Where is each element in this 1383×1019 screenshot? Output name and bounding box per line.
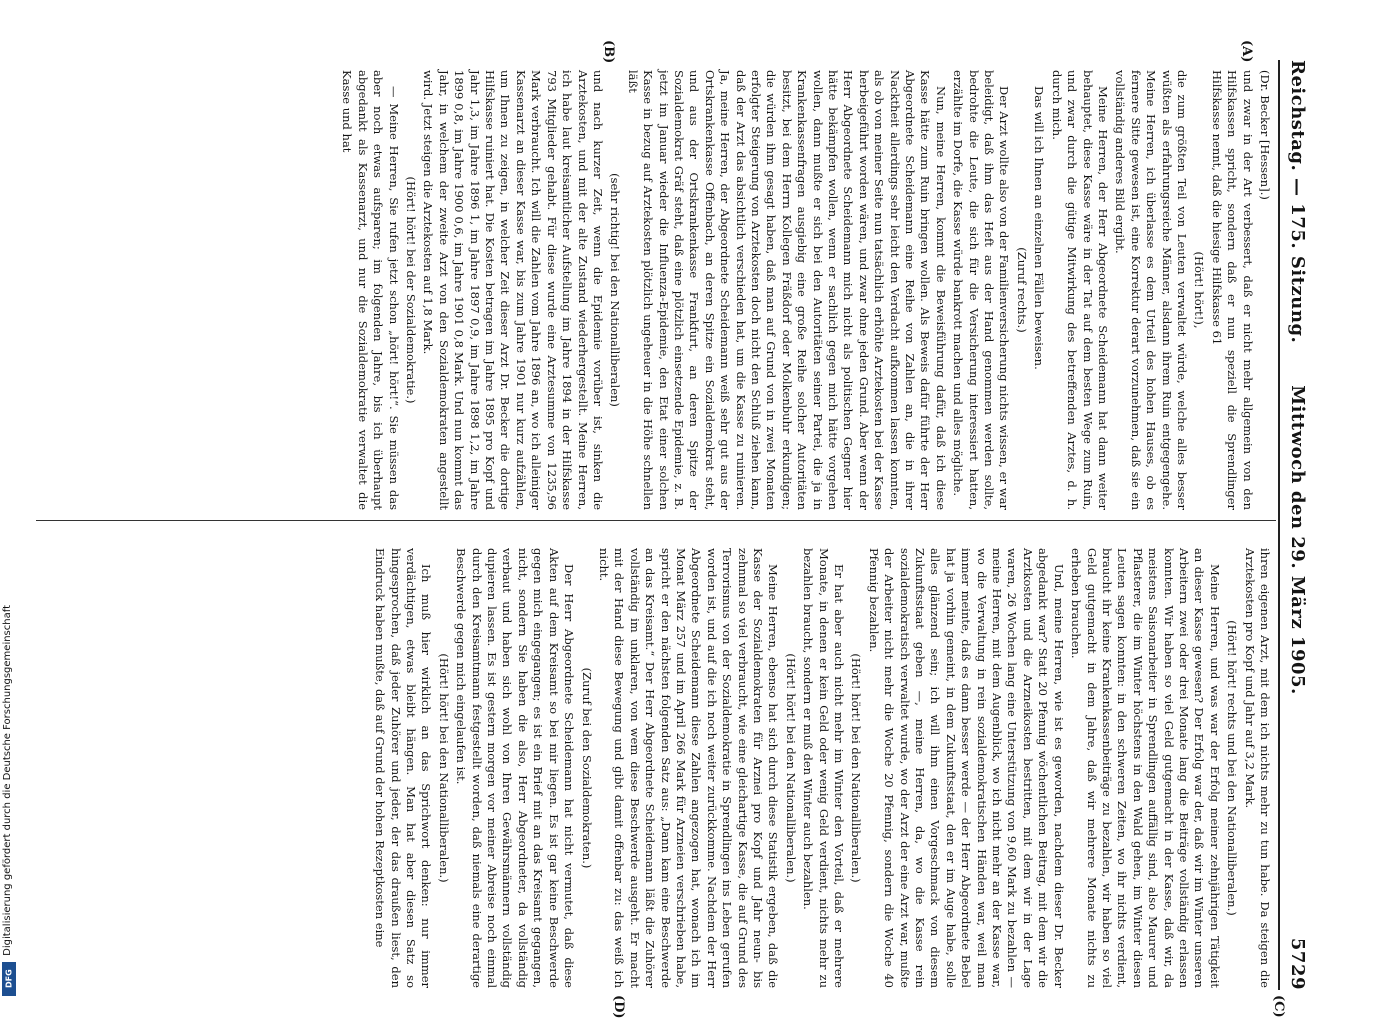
margin-marker-a: (A) (1239, 40, 1254, 63)
paragraph: Ich muß hier wirklich an das Sprichwort denken: nur immer verdächtigen, etwas bleibt hängen. Man hat aber diesen Satz so hingesprochen, daß jeder Zuhörer und jeder, der das draußen liest, den Eindruck haben mußte, daß auf Grund der hohen Rezeptkosten eine (373, 548, 434, 988)
interjection: (Hört! hört! bei den Nationalliberalen.) (436, 653, 451, 883)
paragraph: Meine Herren, ebenso hat sich durch diese Statistik ergeben, daß die Kasse der Sozialdemokraten für Arznei pro Kopf und Jahr neun- bis zehnmal so viel verbraucht, wie eine gleichartige Kasse, die auf Grund des Terrorismus von der Sozialdemokratie in Sprendlingen ins Leben gerufen worden ist, und auf die ich noch weiter zurückkomme. Nachdem der Herr Abgeordnete Scheidemann diese Zahlen angezogen hat, wonach ich im Monat März 257 und im April 266 Mark für Arzneien verschrieben habe, spricht er den nächsten folgenden Satz aus: „Dann kam eine Beschwerde an das Kreisamt.“ Der Herr Abgeordnete Scheidemann läßt die Zuhörer vollständig im unklaren, von wem diese Beschwerde ausgeht. Er macht mit der Hand diese Bewegung und gibt damit offenbar zu: das weiß ich nicht. (596, 548, 781, 988)
paragraph: Der Arzt wollte also von der Familienversicherung nichts wissen, er war beleidigt, daß ihm das Heft aus der Hand genommen werden sollte, bedrohte die Leute, die sich für die Versicherung interessiert hatten, erzählte im Dorfe, die Kasse würde bankrott machen und alles mögliche. (951, 70, 1012, 510)
paragraph: Meine Herren, der Herr Abgeordnete Scheidemann hat dann weiter behauptet, diese Kasse wäre in der Tat auf dem besten Wege zum Ruin, und zwar durch die gütige Mitwirkung des betreffenden Arztes, d. h. durch mich. (1049, 70, 1110, 510)
paragraph: Nun, meine Herren, kommt die Beweisführung dafür, daß ich diese Kasse hätte zum Ruin bringen wollen. Als Beweis dafür führte der Herr Abgeordnete Scheidemann eine Reihe von Zahlen an, die in ihrer Nacktheit allerdings sehr leicht den Verdacht aufkommen lassen konnten, als ob von meiner Seite nun tatsächlich erhöhte Arztekosten bei der Kasse herbeigeführt worden wären, und zwar ohne jeden Grund. Aber wenn der Herr Abgeordnete Scheidemann mich nicht als politischen Gegner hier hätte bekämpfen wollen, wenn er sachlich gegen mich hätte vorgehen wollen, dann mußte er sich bei den Autoritäten seiner Partei, die ja in Krankenkassenfragen ausgiebig eine große Reihe solcher Autoritäten besitzt, bei dem Herrn Kollegen Fräßdorf oder Molkenbuhr erkundigen; die würden ihm gesagt haben, daß man auf Grund von in zwei Monaten erfolgter Steigerung von Arztekosten doch nicht den Schluß ziehen kann, daß der Arzt das absichtlich verschieden hat, um die Kasse zu ruinieren. Ja, meine Herren, der Abgeordnete Scheidemann weiß sehr gut aus der Ortskrankenkasse Offenbach, an deren Spitze ein Sozialdemokrat steht, und aus der Ortskrankenkasse Frankfurt, an deren Spitze der Sozialdemokrat Gräf steht, daß eine plötzlich einsetzende Epidemie, z. B. jetzt im Januar wieder die Influenza-Epidemie, den Etat einer solchen Kasse in bezug auf Arztekosten plötzlich ungeheuer in die Höhe schnellen läßt (625, 70, 948, 510)
column-divider (36, 520, 1276, 521)
speaker-attribution: (Dr. Becker [Hessen].) (1258, 70, 1272, 200)
interjection: (Hört! hört! bei den Nationalliberalen.) (849, 653, 864, 883)
page-number: 5729 (1287, 937, 1308, 990)
interjection: (Hört! hört! rechts und bei den Nationalliberalen.) (1225, 620, 1240, 916)
interjection: (Hört! hört! bei der Sozialdemokratie.) (404, 176, 419, 404)
digitization-credit (2, 11, 16, 996)
interjection: (sehr richtig! bei den Nationalliberalen) (608, 173, 623, 407)
page-header (1282, 60, 1308, 990)
margin-marker-d: (D) (611, 995, 626, 1019)
header-rule (1278, 60, 1280, 990)
paragraph: und nach kurzer Zeit, wenn die Epidemie vorüber ist, sinken die Arztekosten, und mit der alte Zustand wiederhergestellt. Meine Herren, ich habe laut kreisamtlicher Aufstellung im Jahre 1894 in der Hilfskasse 793 Mitglieder gehabt. Für diese wurde eine Arztesumme von 1235,96 Mark verbraucht. Ich will die Zahlen vom Jahre 1896 an, wo ich alleiniger Kassenarzt an dieser Kasse war, bis zum Jahre 1901 nur kurz aufzählen, um Ihnen zu zeigen, in welcher Zeit dieser Arzt Dr. Becker die dortige Hilfskasse ruiniert hat. Die Kosten betragen im Jahre 1895 pro Kopf und Jahr 1,3, im Jahre 1896 1, im Jahre 1897 0,9, im Jahre 1898 1,2, im Jahre 1899 0,8, im Jahre 1900 0,6, im Jahre 1901 0,8 Mark. Und nun kommt das Jahr, in welchem der zweite Arzt von den Sozialdemokraten angestellt wird. Jetzt steigen die Arztekosten auf 1,8 Mark. (421, 70, 605, 510)
paragraph: und zwar in der Art verbessert, daß er nicht mehr allgemein von den Hilfskassen spricht, sondern daß er nun speziell die Sprendlinger Hilfskasse nennt, daß die hiesige Hilfskasse 61 (1209, 70, 1255, 510)
header-left: Reichstag. — 175. Sitzung. (1287, 60, 1308, 344)
digitization-credit-text: Digitalisierung gefördert durch die Deutsche Forschungsgemeinschaft (2, 605, 13, 956)
paragraph: die zum größten Teil von Leuten verwaltet würde, welche alles besser wüßten als erfahrungsreiche Männer, alsdann ihrem Ruin entgegengehe. Meine Herren, ich überlasse es dem Urteil des hohen Hauses, ob es fernere Sitte gewesen ist, eine Korrektur derart vorzunehmen, daß sie ein vollständig anderes Bild ergibt. (1113, 70, 1189, 510)
paragraph: Das will ich Ihnen an einzelnen Fällen beweisen. (1032, 86, 1047, 370)
paragraph: Und, meine Herren, wie ist es geworden, nachdem dieser Dr. Becker abgedankt war? Statt 20 Pfennig wöchentlichen Beitrag, mit dem wir die Arztkosten und die Arzneikosten bestritten, mit dem wir in der Lage waren, 26 Wochen lang eine Unterstützung von 9,60 Mark zu bezahlen — meine Herren, mit dem Augenblick, wo ich nicht mehr an der Kasse war, wo die Verwaltung in rein sozialdemokratischen Händen war, weil man immer meinte, daß es dann besser werde — der Herr Abgeordnete Bebel hat ja vorhin gemeint, in dem Zukunftsstaat, den er im Auge habe, solle alles glänzend sein; ich will ihm einen Vorgeschmack von diesem Zukunftsstaat geben —, meine Herren, da, wo die Kasse rein sozialdemokratisch verwaltet wurde, wo der Arzt der eine Arzt war, mußte der Arbeiter nicht mehr die Woche 20 Pfennig, sondern die Woche 40 Pfennig bezahlen. (866, 548, 1066, 988)
margin-marker-b: (B) (601, 40, 616, 64)
dfg-logo-icon: DFG (2, 962, 16, 996)
right-text-column (370, 548, 1272, 988)
paragraph: Meine Herren, und was war der Erfolg meiner zehnjährigen Tätigkeit an dieser Kasse gewesen? Der Erfolg war der, daß wir im Winter unseren Arbeitern zwei oder drei Monate lang die Beiträge vollständig erlassen konnten. Wir haben so viel Geld gutgemacht in der Kasse, daß wir, da meistens Saisonarbeiter in Sprendlingen auffällig sind, also Maurer und Pflasterer, die im Winter höchstens in den Wald gehen, im Winter diesen Leuten sagen konnten: in den schweren Zeiten, wo ihr nichts verdient, braucht ihr keine Krankenkassenbeiträge zu bezahlen, wir haben so viel Geld gutgemacht in dem Jahre, daß wir mehrere Monate nichts zu erheben brauchen. (1069, 548, 1222, 988)
left-text-column (337, 70, 1272, 510)
interjection: (Hört! hört! bei den Nationalliberalen.) (783, 653, 798, 883)
interjection: (Zuruf bei den Sozialdemokraten.) (579, 667, 594, 869)
paragraph: ihren eigenen Arzt, mit dem ich nichts mehr zu tun habe. Da steigen die Arztekosten pro Kopf und Jahr auf 3,2 Mark. (1242, 548, 1272, 988)
paragraph: Der Herr Abgeordnete Scheidemann hat nicht vermutet, daß diese Akten auf dem Kreisamt so bei mir liegen. Es ist gar keine Beschwerde gegen mich eingegangen; es ist ein Brief mit an das Kreisamt gegangen, nicht, sondern Sie haben die also, Herr Abgeordneter, da vollständig verbaut und haben sich wohl von Ihren Gewährsmännern vollständig dupieren lassen. Es ist gestern morgen vor meiner Abreise noch einmal durch den Kreisamtmann festgestellt worden, daß niemals eine derartige Beschwerde gegen mich eingelaufen ist. (454, 548, 577, 988)
margin-marker-c: (C) (1271, 995, 1286, 1018)
paragraph: Er hat aber auch nicht mehr im Winter den Vorteil, daß er mehrere Monate, in denen er kein Geld oder wenig Geld verdient, nichts mehr zu bezahlen braucht, sondern er muß den Winter auch bezahlen. (801, 548, 847, 988)
header-date: Mittwoch den 29. März 1905. (1287, 385, 1308, 695)
paragraph: — Meine Herren, Sie rufen jetzt schon „hört! hört!“. Sie müssen das aber noch etwas aufsparen; im folgenden Jahre, bis ich überhaupt abgedankt als Kassenarzt, und nur die Sozialdemokratie verwaltet die Kasse und hat (340, 70, 401, 510)
interjection: (Zuruf rechts.) (1014, 247, 1029, 333)
interjection: (Hört! hört!), (1192, 251, 1207, 329)
